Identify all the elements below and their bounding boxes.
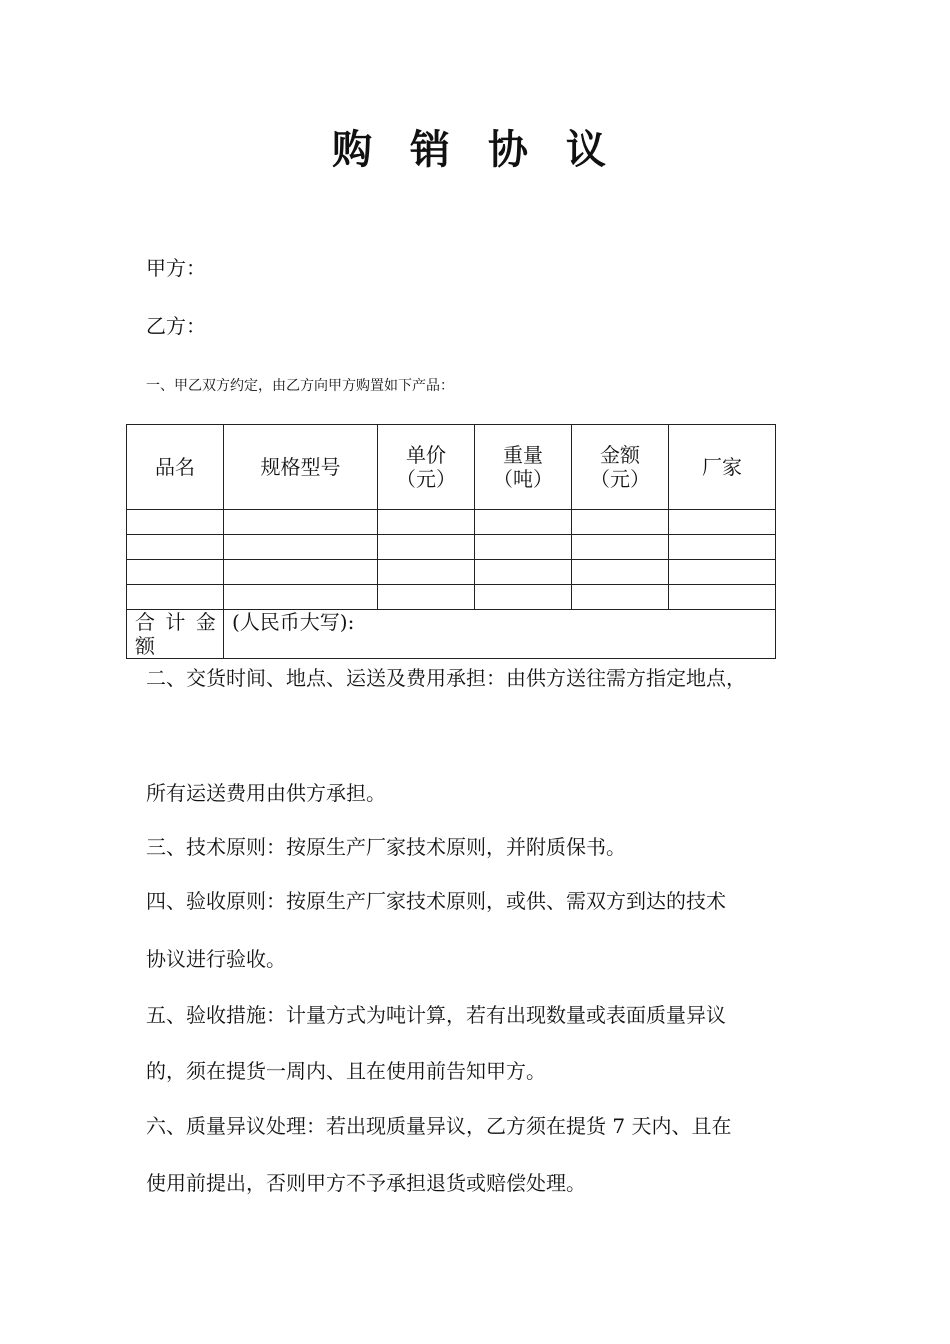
table-header-row bbox=[127, 425, 776, 510]
total-amount-label: 合 计 金 额 bbox=[127, 610, 224, 659]
clause-1: 一、甲乙双方约定，由乙方向甲方购置如下产品： bbox=[146, 378, 454, 394]
table-cell bbox=[224, 535, 378, 560]
header-unit-price-unit: （元） bbox=[396, 467, 456, 491]
table-cell bbox=[572, 535, 669, 560]
table-cell bbox=[127, 560, 224, 585]
clause-2-line-1: 二、交货时间、地点、运送及费用承担：由供方送往需方指定地点， bbox=[146, 666, 746, 690]
table-cell bbox=[127, 585, 224, 610]
table-row bbox=[127, 560, 776, 585]
header-amount-label: 金额 bbox=[600, 443, 640, 467]
clause-6-line-2: 使用前提出，否则甲方不予承担退货或赔偿处理。 bbox=[146, 1171, 586, 1195]
table-cell bbox=[475, 560, 572, 585]
clause-5-line-1: 五、验收措施：计量方式为吨计算，若有出现数量或表面质量异议 bbox=[146, 1003, 726, 1027]
header-spec-model: 规格型号 bbox=[224, 425, 378, 510]
party-a-label: 甲方： bbox=[146, 256, 206, 280]
table-cell bbox=[669, 560, 776, 585]
table-cell bbox=[224, 560, 378, 585]
table-row bbox=[127, 585, 776, 610]
header-weight-label: 重量 bbox=[503, 443, 543, 467]
table-row bbox=[127, 535, 776, 560]
table-cell bbox=[378, 585, 475, 610]
clause-6-line-1: 六、质量异议处理：若出现质量异议，乙方须在提货 7 天内、且在 bbox=[146, 1114, 732, 1138]
table-cell bbox=[475, 510, 572, 535]
total-amount-value: (人民币大写): bbox=[224, 610, 776, 659]
table-cell bbox=[475, 535, 572, 560]
table-cell bbox=[669, 535, 776, 560]
table-row bbox=[127, 510, 776, 535]
clause-4-line-2: 协议进行验收。 bbox=[146, 947, 286, 971]
clause-4-line-1: 四、验收原则：按原生产厂家技术原则，或供、需双方到达的技术 bbox=[146, 889, 726, 913]
table-cell bbox=[378, 560, 475, 585]
table-cell bbox=[669, 585, 776, 610]
header-weight bbox=[475, 425, 572, 510]
header-unit-price-label: 单价 bbox=[406, 443, 446, 467]
table-cell bbox=[572, 560, 669, 585]
table-cell bbox=[127, 510, 224, 535]
header-manufacturer: 厂家 bbox=[669, 425, 776, 510]
table-cell bbox=[224, 585, 378, 610]
table-cell bbox=[475, 585, 572, 610]
table-cell bbox=[572, 585, 669, 610]
document-title: 购 销 协 议 bbox=[332, 126, 618, 173]
header-amount bbox=[572, 425, 669, 510]
clause-2-line-2: 所有运送费用由供方承担。 bbox=[146, 781, 386, 805]
table-cell bbox=[224, 510, 378, 535]
party-b-label: 乙方： bbox=[146, 314, 206, 338]
total-row bbox=[127, 610, 776, 659]
table-cell bbox=[127, 535, 224, 560]
product-table bbox=[126, 424, 776, 659]
header-unit-price bbox=[378, 425, 475, 510]
clause-5-line-2: 的，须在提货一周内、且在使用前告知甲方。 bbox=[146, 1059, 546, 1083]
header-amount-unit: （元） bbox=[590, 467, 650, 491]
header-weight-unit: （吨） bbox=[493, 467, 553, 491]
clause-3: 三、技术原则：按原生产厂家技术原则，并附质保书。 bbox=[146, 835, 626, 859]
table-cell bbox=[378, 510, 475, 535]
header-product-name: 品名 bbox=[127, 425, 224, 510]
table-cell bbox=[669, 510, 776, 535]
table-cell bbox=[572, 510, 669, 535]
table-cell bbox=[378, 535, 475, 560]
